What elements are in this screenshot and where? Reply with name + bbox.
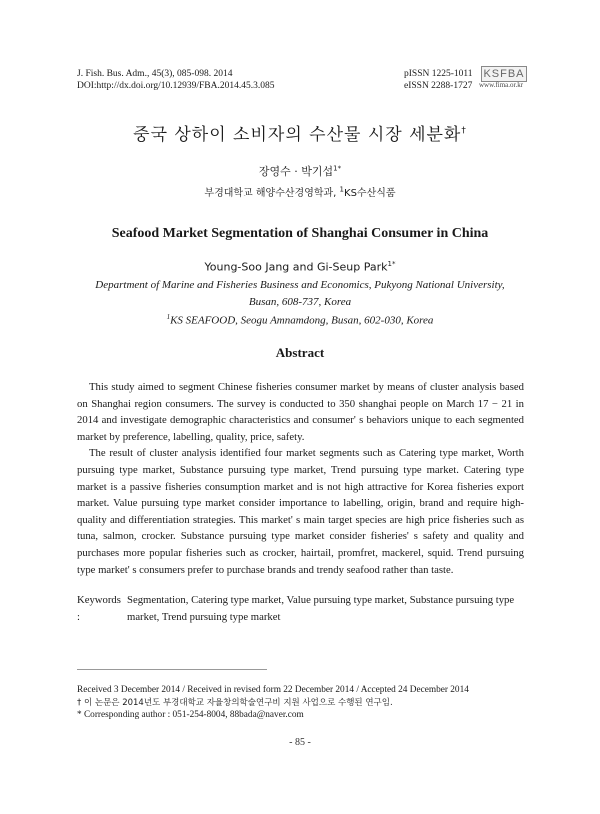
corresponding-author: * Corresponding author : 051-254-8004, 88bada@naver.com: [77, 710, 304, 720]
affil-mark: 1: [339, 185, 345, 194]
funding-mark: †: [77, 698, 82, 708]
korean-title: [0, 120, 600, 145]
english-title: Seafood Market Segmentation of Shanghai Consumer in China: [111, 226, 489, 241]
citation-line: J. Fish. Bus. Adm., 45(3), 085-098. 2014: [77, 69, 233, 79]
korean-author-names: 장영수 · 박기섭: [258, 165, 334, 178]
pissn: pISSN 1225-1011: [404, 69, 473, 79]
doi-line[interactable]: DOI:http://dx.doi.org/10.12939/FBA.2014.45.3.085: [77, 81, 275, 91]
english-affiliation-city: Busan, 608-737, Korea: [248, 296, 352, 308]
keywords-label: Keywords :: [77, 594, 121, 623]
english-author-names: Young-Soo Jang and Gi-Seup Park: [204, 260, 388, 274]
korean-title-text: 중국 상하이 소비자의 수산물 시장 세분화: [133, 125, 462, 145]
english-authors: [0, 260, 600, 274]
english-affiliation-2: [0, 313, 600, 327]
keywords-text: Segmentation, Catering type market, Value pursuing type market, Substance pursuing type market, Trend pursuing type market: [127, 594, 515, 623]
english-affil2-text: KS SEAFOOD, Seogu Amnamdong, Busan, 602-030, Korea: [170, 314, 434, 327]
english-affil2-mark: 1: [166, 313, 171, 321]
title-dagger: †: [461, 126, 467, 136]
abstract-body: [77, 379, 524, 578]
society-logo: KSFBA: [481, 66, 527, 82]
footnote-divider: [77, 669, 267, 670]
funding-text: 이 논문은 2014년도 부경대학교 자율창의학술연구비 지원 사업으로 수행된 연구임.: [83, 698, 393, 708]
journal-citation: [77, 68, 275, 92]
korean-affil-1: 부경대학교 해양수산경영학과,: [204, 188, 337, 199]
abstract-heading: Abstract: [275, 345, 325, 360]
abstract-paragraph-2: The result of cluster analysis identified four market segments such as Catering type market, Worth pursuing type market, Substance pursuing type market, Trend pursuing type market. Catering type market is a passive fisheries consumption market and is not high attractive for Korea fisheries export market. Value pursuing type market consider importance to labelling, origin, brand and require high-quality and differentiation strategies. This market' s main target species are high price fisheries such as tuna, salmon, crocker. Substance pursuing type market consider fisheries' s safety and quality and purchases more popular fisheries such as crocker, hairtail, promfret, mackerel, squid. Trend pursuing type market' s consumers prefer to purchase brands and trendy seafood rather than taste.: [77, 447, 524, 576]
issn-block: [404, 68, 473, 92]
english-affiliation-1: Department of Marine and Fisheries Business and Economics, Pukyong National University,: [95, 279, 505, 291]
english-author-mark: 1*: [387, 260, 396, 268]
abstract-paragraph-1: This study aimed to segment Chinese fisheries consumer market by means of cluster analysis based on Shanghai region consumers. The survey is conducted to 350 shanghai people on March 17 − 21 in 2014 and investigate demographic characteristics and consumer' s behaviors unique to each segmented market by preference, labelling, quality, price, safety.: [77, 381, 524, 443]
society-url[interactable]: www.fima.or.kr: [479, 81, 524, 89]
korean-affiliation: [0, 184, 600, 199]
page-number: - 85 -: [289, 737, 311, 748]
author-mark: 1*: [333, 164, 342, 173]
funding-note: [77, 697, 393, 709]
received-dates: Received 3 December 2014 / Received in revised form 22 December 2014 / Accepted 24 December 2014: [77, 685, 469, 695]
korean-authors: [0, 163, 600, 179]
eissn: eISSN 2288-1727: [404, 81, 473, 91]
keywords: [77, 592, 524, 625]
korean-affil-2: KS수산식품: [344, 188, 396, 199]
